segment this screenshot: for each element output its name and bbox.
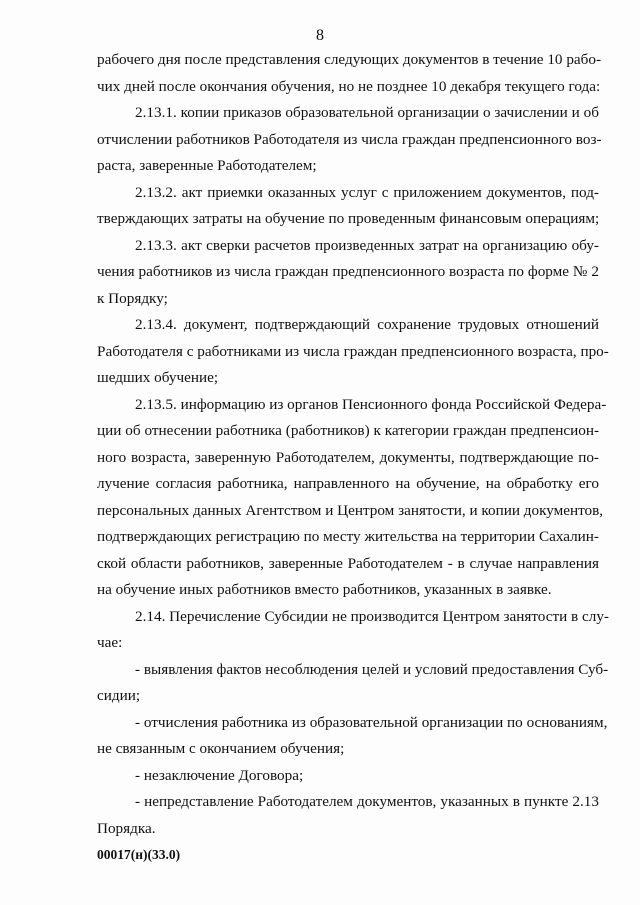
text-line: - выявления фактов несоблюдения целей и условий предоставления Суб- xyxy=(135,660,609,678)
document-body xyxy=(97,47,609,842)
text-line: чае: xyxy=(97,634,123,651)
text-line: чих дней после окончания обучения, но не позднее 10 декабря текущего года: xyxy=(97,77,601,95)
text-line: сидии; xyxy=(97,687,141,704)
text-line: отчислении работников Работодателя из числа граждан предпенсионного воз- xyxy=(97,130,602,148)
text-line: рабочего дня после представления следующих документов в течение 10 рабо- xyxy=(97,51,602,68)
text-line: Порядка. xyxy=(97,819,156,837)
text-line: - отчисления работника из образовательной организации по основаниям, xyxy=(135,713,608,731)
text-line: 2.13.5. информацию из органов Пенсионного фонда Российской Федера- xyxy=(135,395,607,413)
document-code: 00017(н)(33.0) xyxy=(97,847,181,862)
text-line: лучение согласия работника, направленного на обучение, на обработку его xyxy=(97,475,599,492)
text-line: Работодателя с работниками из числа граждан предпенсионного возраста, про- xyxy=(97,342,609,360)
text-line: шедших обучение; xyxy=(97,369,219,386)
text-line: к Порядку; xyxy=(97,289,168,307)
page-number: 8 xyxy=(316,27,324,44)
text-line: 2.14. Перечисление Субсидии не производится Центром занятости в слу- xyxy=(135,607,609,625)
text-line: 2.13.2. акт приемки оказанных услуг с приложением документов, под- xyxy=(135,183,599,201)
text-line: 2.13.4. документ, подтверждающий сохранение трудовых отношений xyxy=(135,316,599,333)
text-line: ного возраста, заверенную Работодателем, документы, подтверждающие по- xyxy=(97,448,599,466)
text-line: - непредставление Работодателем документов, указанных в пункте 2.13 xyxy=(135,793,599,810)
text-line: 2.13.3. акт сверки расчетов произведенных затрат на организацию обу- xyxy=(135,236,599,254)
text-line: - незаключение Договора; xyxy=(135,766,304,784)
text-line: ции об отнесении работника (работников) к категории граждан предпенсион- xyxy=(97,422,599,439)
text-line: на обучение иных работников вместо работников, указанных в заявке. xyxy=(97,581,552,598)
text-line: чения работников из числа граждан предпенсионного возраста по форме № 2 xyxy=(97,263,599,280)
text-line: не связанным с окончанием обучения; xyxy=(97,740,345,757)
text-line: персональных данных Агентством и Центром занятости, и копии документов, xyxy=(97,501,604,519)
text-line: 2.13.1. копии приказов образовательной организации о зачислении и об xyxy=(135,104,599,121)
text-line: тверждающих затраты на обучение по проведенным финансовым операциям; xyxy=(97,210,600,227)
text-line: раста, заверенные Работодателем; xyxy=(97,157,317,174)
text-line: подтверждающих регистрацию по месту жительства на территории Сахалин- xyxy=(97,528,599,545)
text-line: ской области работников, заверенные Работодателем - в случае направления xyxy=(97,554,599,572)
